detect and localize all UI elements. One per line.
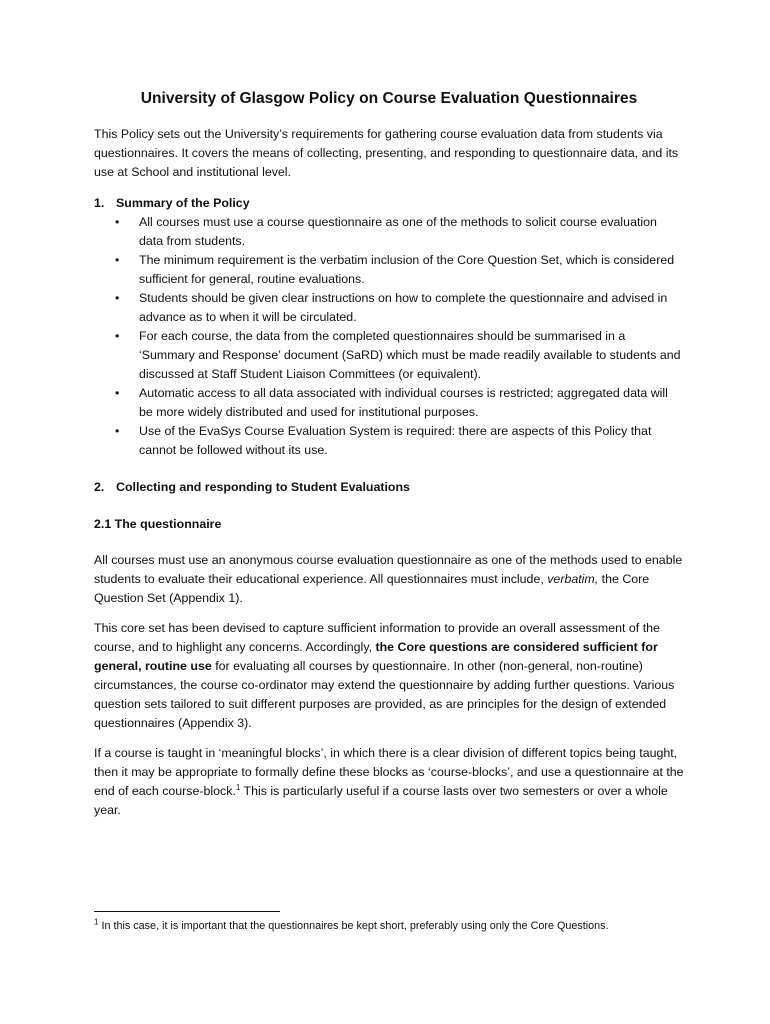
- section-1-number: 1.: [94, 196, 105, 210]
- list-item-text: For each course, the data from the completed questionnaires should be summarised in a ‘Summary and Response’ document (SaRD) which must be made readily available to students and discussed at Staff Student Liaison Committees (or equivalent).: [139, 329, 681, 381]
- section-1-heading: [94, 194, 684, 213]
- paragraph-text: This is particularly useful if a course lasts over two semesters or over a whole year.: [94, 784, 668, 817]
- paragraph-text: the Core Question Set (Appendix 1).: [94, 572, 650, 605]
- paragraph-text: All courses must use an anonymous course evaluation questionnaire as one of the methods used to enable students to evaluate their educational experience. All questionnaires must include: [94, 553, 683, 586]
- section-2-heading: [94, 478, 684, 497]
- page-title: University of Glasgow Policy on Course Evaluation Questionnaires: [140, 90, 638, 107]
- intro-paragraph: This Policy sets out the University’s requirements for gathering course evaluation data from students via questionnaires. It covers the means of collecting, presenting, and responding to questionnaire data, and its use at School and institutional level.: [94, 127, 679, 179]
- list-item: [115, 384, 684, 422]
- list-item: [115, 289, 684, 327]
- bullet-icon: •: [115, 329, 120, 343]
- bullet-icon: •: [115, 215, 120, 229]
- footnote: [94, 918, 684, 934]
- section-1-title: Summary of the Policy: [116, 196, 250, 210]
- questionnaire-paragraph-3: [94, 744, 684, 820]
- section-2-number: 2.: [94, 480, 105, 494]
- list-item: [115, 327, 684, 384]
- footnote-text: In this case, it is important that the questionnaires be kept short, preferably using only the Core Questions.: [98, 920, 609, 932]
- questionnaire-paragraph-2: [94, 619, 684, 733]
- core-questions-emphasis: the Core questions are considered sufficient for general, routine use: [94, 640, 658, 673]
- questionnaire-paragraph-1: [94, 551, 684, 608]
- document-body: [94, 88, 684, 831]
- bullet-icon: •: [115, 424, 120, 438]
- list-item-text: The minimum requirement is the verbatim inclusion of the Core Question Set, which is considered sufficient for general, routine evaluations.: [139, 253, 675, 286]
- bullet-icon: •: [115, 386, 120, 400]
- summary-bullet-list: [94, 213, 684, 460]
- paragraph-text: for evaluating all courses by questionnaire. In other (non-general, non-routine) circumstances, the course co-ordinator may extend the questionnaire by adding further questions. Various question sets tailored to suit different purposes are provided, as are principles for the design of extended questionnaires (Appendix 3).: [94, 659, 675, 730]
- list-item-text: Use of the EvaSys Course Evaluation System is required: there are aspects of this Policy that cannot be followed without its use.: [139, 424, 652, 457]
- footnote-reference[interactable]: 1: [235, 782, 241, 792]
- footnote-divider: [94, 911, 280, 912]
- list-item-text: Students should be given clear instructions on how to complete the questionnaire and advised in advance as to when it will be circulated.: [139, 291, 668, 324]
- list-item: [115, 213, 684, 251]
- bullet-icon: •: [115, 291, 120, 305]
- list-item-text: All courses must use a course questionnaire as one of the methods to solicit course evaluation data from students.: [139, 215, 657, 248]
- bullet-icon: •: [115, 253, 120, 267]
- section-2-title: Collecting and responding to Student Evaluations: [116, 480, 410, 494]
- paragraph-text: This core set has been devised to capture sufficient information to provide an overall assessment of the course, and to highlight any concerns. Accordingly,: [94, 621, 660, 654]
- verbatim-emphasis: verbatim,: [547, 572, 599, 586]
- list-item: [115, 251, 684, 289]
- list-item-text: Automatic access to all data associated with individual courses is restricted; aggregated data will be more widely distributed and used for institutional purposes.: [139, 386, 668, 419]
- paragraph-text: If a course is taught in ‘meaningful blocks’, in which there is a clear division of different topics being taught, then it may be appropriate to formally define these blocks as ‘course-blocks’, and use a questionnaire at the end of each course-block.: [94, 746, 684, 798]
- list-item: [115, 422, 684, 460]
- footnote-marker: 1: [94, 917, 99, 927]
- section-2-1-heading: 2.1 The questionnaire: [94, 517, 222, 531]
- paragraph-text: ,: [540, 572, 548, 586]
